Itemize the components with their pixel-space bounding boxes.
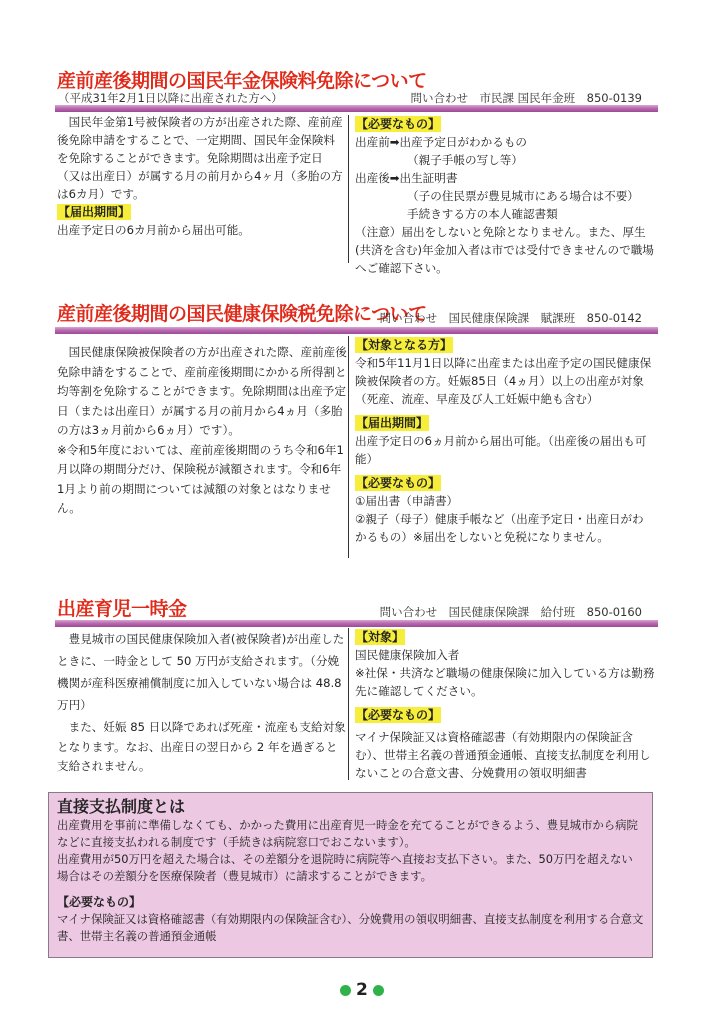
list-line: （親子手帳の写し等） bbox=[407, 153, 523, 167]
info-box-required-label: 【必要なもの】 bbox=[57, 895, 142, 909]
tag-required-items: 【必要なもの】 bbox=[356, 476, 441, 490]
section-subnote: （平成31年2月1日以降に出産された方へ） bbox=[58, 91, 283, 105]
tag-eligible-persons: 【対象となる方】 bbox=[356, 338, 453, 352]
list-line: 手続きする方の本人確認書類 bbox=[407, 207, 558, 221]
tag-required-items: 【必要なもの】 bbox=[356, 708, 441, 722]
section-divider-bar bbox=[55, 327, 658, 334]
page-number bbox=[340, 980, 384, 1000]
contact-info: 問い合わせ 国民健康保険課 賦課班 850-0142 bbox=[379, 311, 642, 325]
list-line: （子の住民票が豊見城市にある場合は不要） bbox=[407, 189, 639, 203]
body-text: 出産予定日の6カ月前から届出可能。 bbox=[57, 223, 250, 237]
info-box-title: 直接支払制度とは bbox=[57, 797, 186, 816]
list-line: ①届出書（申請書） bbox=[355, 494, 459, 508]
tag-filing-period: 【届出期間】 bbox=[356, 416, 429, 430]
green-dot-icon bbox=[340, 985, 351, 996]
list-line: ②親子（母子）健康手帳など（出産予定日・出産日がわかるもの）※届出をしないと免税になりません。 bbox=[355, 512, 644, 544]
section-left-column bbox=[57, 113, 343, 239]
contact-info: 問い合わせ 市民課 国民年金班 850-0139 bbox=[410, 91, 642, 105]
section-right-column bbox=[348, 628, 655, 780]
body-text: 出産予定日の6ヵ月前から届出可能。（出産後の届出も可能） bbox=[355, 434, 647, 466]
section-right-column bbox=[348, 336, 655, 558]
list-line: 出産前➡出産予定日がわかるもの bbox=[355, 135, 528, 149]
section-title-pension-exemption: 産前産後期間の国民年金保険料免除について bbox=[57, 70, 427, 92]
body-paragraph: 国民健康保険被保険者の方が出産された際、産前産後免除申請をすることで、産前産後期間にかかる所得割と均等割を免除することができます。免除期間は出産予定日（または出産日）が属する月の前月から4ヵ月（多胎の方は3ヵ月前から6ヵ月）です）。 bbox=[57, 345, 347, 437]
body-paragraph: 国民年金第1号被保険者の方が出産された際、産前産後免除申請をすることで、一定期間、国民年金保険料を免除することができます。免除期間は出産予定日（又は出産日）が属する月の前月から4ヶ月（多胎の方は6カ月）です。 bbox=[57, 115, 343, 201]
section-divider-bar bbox=[55, 105, 658, 112]
section-divider-bar bbox=[55, 620, 658, 627]
tag-filing-period: 【届出期間】 bbox=[58, 205, 131, 219]
list-line: 出産後➡出生証明書 bbox=[355, 171, 458, 185]
info-box-required-text: マイナ保険証又は資格確認書（有効期限内の保険証含む）、分娩費用の領収明細書、直接支払制度を利用する合意文書、世帯主名義の普通預金通帳 bbox=[57, 912, 644, 943]
body-paragraph: 豊見城市の国民健康保険加入者(被保険者)が出産したときに、一時金として 50 万円が支給されます。（分娩機関が産科医療補償制度に加入していない場合は 48.8 万円） bbox=[57, 632, 345, 712]
tag-eligible: 【対象】 bbox=[356, 630, 405, 644]
info-box-text: 出産費用を事前に準備しなくても、かかった費用に出産育児一時金を充てることができるよう、豊見城市から病院などに直接支払われる制度です（手続きは病院窓口でおこないます）。 bbox=[57, 818, 638, 849]
direct-payment-info-box bbox=[48, 792, 653, 958]
note-text: （注意）届出をしないと免除となりません。また、厚生(共済を含む)年金加入者は市では受付できませんので職場へご確認下さい。 bbox=[355, 225, 654, 275]
body-paragraph: ※令和5年度においては、産前産後期間のうち令和6年1月以降の期間分だけ、保険税が減額されます。令和6年1月より前の期間については減額の対象とはなりません。 bbox=[57, 442, 344, 515]
info-box-text: 出産費用が50万円を超えた場合は、その差額分を退院時に病院等へ直接お支払下さい。また、50万円を超えない場合はその差額分を医療保険者（豊見城市）に請求することができます。 bbox=[57, 852, 633, 883]
page-number-text: 2 bbox=[356, 980, 368, 1000]
section-title-health-tax-exemption: 産前産後期間の国民健康保険税免除について bbox=[57, 303, 427, 325]
section-right-column bbox=[348, 115, 655, 275]
section-title-childbirth-lump-sum: 出産育児一時金 bbox=[57, 598, 187, 620]
green-dot-icon bbox=[373, 985, 384, 996]
section-left-column bbox=[57, 628, 347, 777]
section-left-column bbox=[57, 343, 347, 519]
body-text: ※社保・共済など職場の健康保険に加入している方は勤務先に確認してください。 bbox=[355, 666, 655, 698]
body-text: マイナ保険証又は資格確認書（有効期限内の保険証含む）、世帯主名義の普通預金通帳、直接支払制度を利用しないことの合意文書、分娩費用の領収明細書 bbox=[355, 730, 651, 780]
tag-required-items: 【必要なもの】 bbox=[356, 117, 441, 131]
body-paragraph: また、妊娠 85 日以降であれば死産・流産も支給対象となります。なお、出産日の翌日から 2 年を過ぎると支給されません。 bbox=[57, 720, 346, 773]
contact-info: 問い合わせ 国民健康保険課 給付班 850-0160 bbox=[379, 605, 642, 619]
body-text: 令和5年11月1日以降に出産または出産予定の国民健康保険被保険者の方。妊娠85日（4ヵ月）以上の出産が対象（死産、流産、早産及び人工妊娠中絶も含む） bbox=[355, 356, 652, 406]
body-text: 国民健康保険加入者 bbox=[355, 648, 460, 662]
